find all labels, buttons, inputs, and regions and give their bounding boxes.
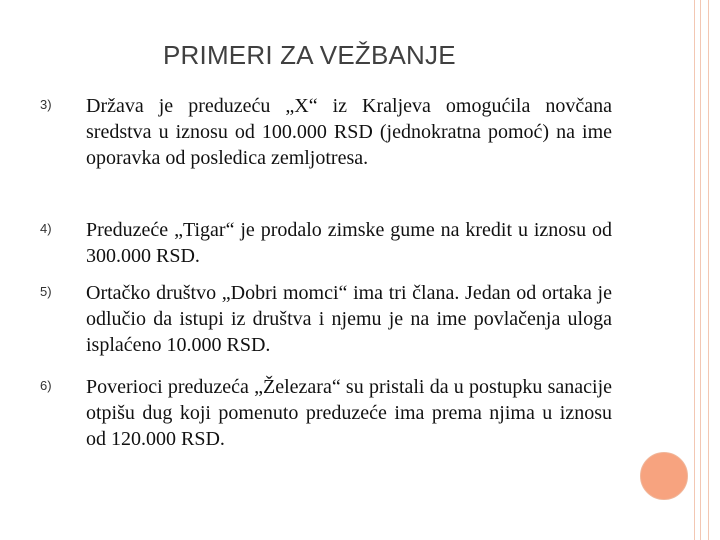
decorative-line-left <box>694 0 695 540</box>
decorative-line-middle <box>700 0 701 540</box>
item-text: Preduzeće „Tigar“ je prodalo zimske gume na kredit u iznosu od 300.000 RSD. <box>86 219 612 267</box>
item-number: 6) <box>40 378 52 393</box>
decorative-circle <box>640 452 688 500</box>
decorative-line-right <box>708 0 709 540</box>
item-text: Ortačko društvo „Dobri momci“ ima tri člana. Jedan od ortaka je odlučio da istupi iz društva i njemu je na ime povlačenja uloga isplaćeno 10.000 RSD. <box>86 282 612 356</box>
item-number: 3) <box>40 97 52 112</box>
slide-title: PRIMERI ZA VEŽBANJE <box>163 40 456 70</box>
item-number: 4) <box>40 221 52 236</box>
item-number: 5) <box>40 284 52 299</box>
item-text: Država je preduzeću „X“ iz Kraljeva omogućila novčana sredstva u iznosu od 100.000 RSD (jednokratna pomoć) na ime oporavka od posledica zemljotresa. <box>86 95 612 169</box>
item-text: Poverioci preduzeća „Železara“ su pristali da u postupku sanacije otpišu dug koji pomenuto preduzeće ima prema njima u iznosu od 120.000 RSD. <box>86 376 612 450</box>
